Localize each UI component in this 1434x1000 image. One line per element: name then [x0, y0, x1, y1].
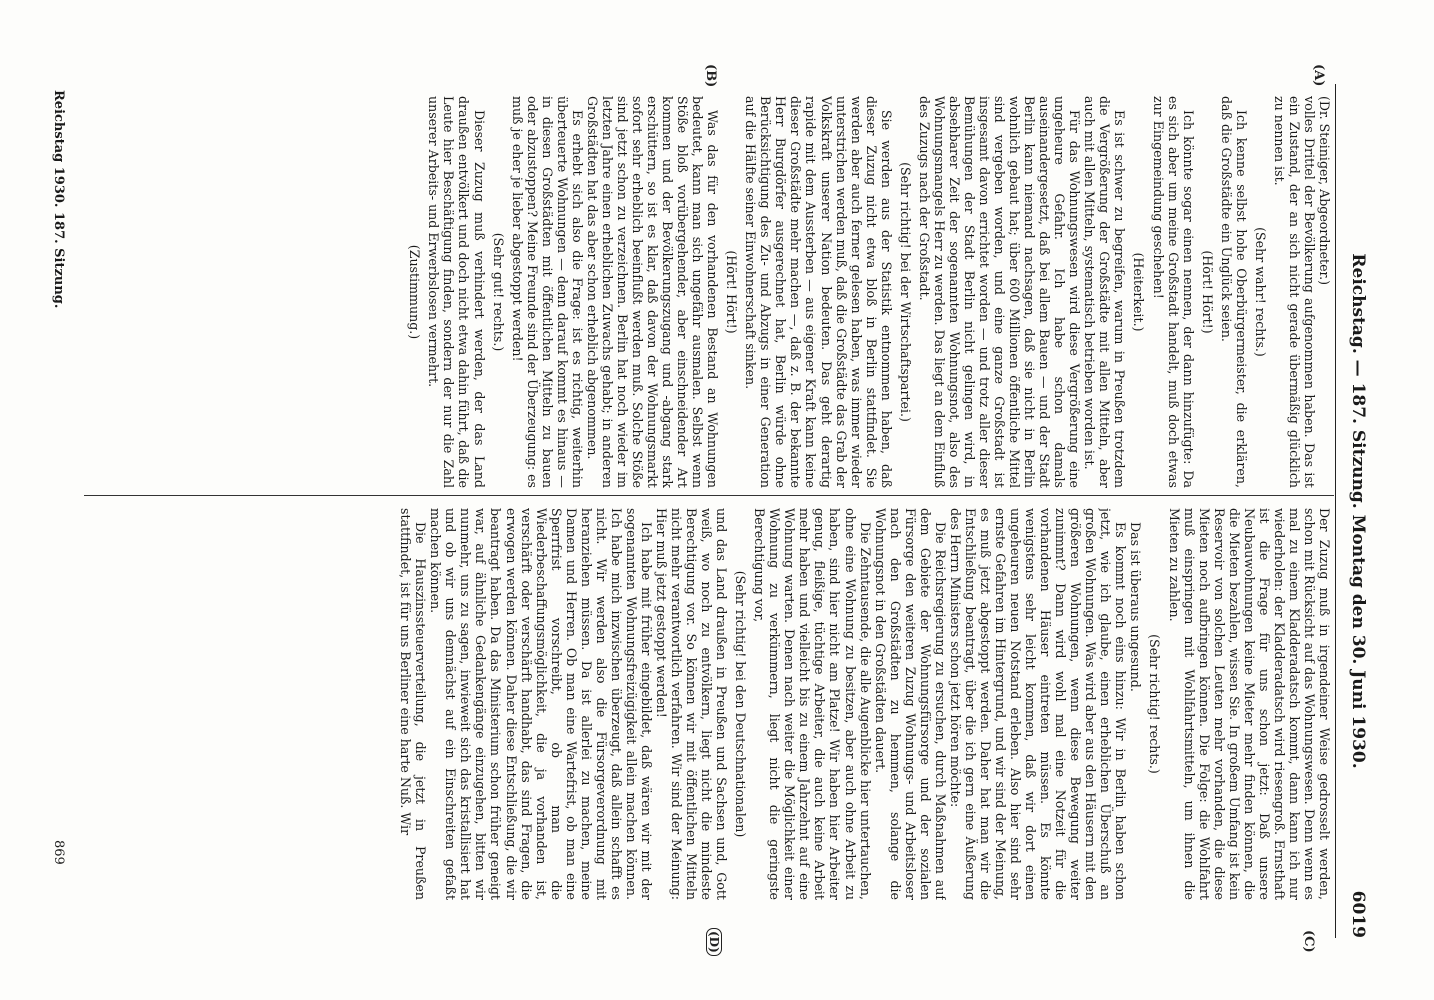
speaker-line: (Dr. Steiniger, Abgeordneter.) — [1317, 96, 1332, 286]
page-number: 6019 — [1348, 890, 1368, 938]
column-divider — [84, 495, 1334, 496]
left-column — [92, 96, 1332, 488]
paragraph: Die Hauszinssteuerverteilung, die jetzt in Preußen stattfindet, ist für uns Berliner eine harte Nuß. Wir — [398, 508, 429, 900]
interjection: (Hört! Hört!) — [1199, 250, 1215, 334]
margin-label-a: (A) — [1311, 64, 1326, 87]
interjection: (Sehr wahr! rechts.) — [1252, 227, 1268, 357]
interjection: (Sehr richtig! bei den Deutschnationalen) — [733, 570, 749, 838]
paragraph: Der Zuzug muß in irgendeiner Weise gedrosselt werden, schon mit Rücksicht auf das Wohnungswesen. Denn wenn es mal zu einem Kladderadatsch kommt, dann kann ich nur wiederholen: der Kladderadatsch wird riesengroß. Ernsthaft ist die Frage für uns schon jetzt: Daß unsere Neubauwohnungen keine Mieter mehr finden können, die die Mieten bezahlen, wissen Sie. In großem Umfang ist kein Reservoir von solchen Leuten mehr vorhanden, die diese Mieten noch aufbringen können. Die Folge: die Wohlfahrt muß einspringen mit Wohlfahrtsmitteln, um ihnen die Mieten zu zahlen. — [1166, 508, 1332, 900]
interjection: (Sehr richtig! bei der Wirtschaftspartei.) — [897, 162, 913, 422]
paragraph: Es erhebt sich also die Frage: ist es richtig, weiterhin überteuerte Wohnungen — denn darauf kommt es hinaus — in diesen Großstädten mit öffentlichen Mitteln zu bauen oder abzustoppen? Meine Freunde sind der Überzeugung: es muß je eher je lieber abgestoppt werden! — [509, 96, 585, 488]
page-footer-number: 869 — [51, 840, 66, 865]
paragraph: Dieser Zuzug muß verhindert werden, der das Land draußen entvölkert und doch nicht etwa dahin führt, daß die Leute hier Beschäftigung finden, sondern der nur die Zahl unserer Arbeits- und Erwerbslosen vermehrt. — [426, 96, 487, 488]
paragraph: Es ist schwer zu begreifen, warum in Preußen trotzdem die Vergrößerung der Großstädte mit allen Mitteln, aber auch mit allen Mitteln, systematisch betrieben worden ist. — [1082, 96, 1128, 488]
paragraph: Ich könnte sogar einen nennen, der dann hinzufügte: Da es sich aber um meine Großstadt handelt, muß doch etwas zur Eingemeindung geschehen! — [1150, 96, 1196, 488]
paragraph: Was das für den vorhandenen Bestand an Wohnungen bedeutet, kann man sich ungefähr ausmalen. Selbst wenn Stöße bloß vorübergehender, aber einschneidender Art kommen und der Bevölkerungszugang und -abgang stark erschüttern, so ist es klar, daß davon der Wohnungsmarkt sofort sehr erheblich beeinflußt werden muß. Solche Stöße sind jetzt schon zu verzeichnen. Berlin hat noch wieder im letzten Jahre einen erheblichen Zuwachs gehabt; in anderen Großstädten hat das aber schon erheblich abgenommen. — [584, 96, 721, 488]
paragraph: Für das Wohnungswesen wird diese Vergrößerung eine ungeheure Gefahr. Ich habe schon damals auseinandergesetzt, daß bei allem Bauen — und der Stadt Berlin kann niemand nachsagen, daß sie nicht in Berlin wohnlich gebaut hat; über 600 Millionen öffentliche Mittel sind vergeben worden, und eine ganze Großstadt ist insgesamt davon errichtet worden — und trotz aller dieser Bemühungen der Stadt Berlin nicht gelingen wird, in absehbarer Zeit der sogenannten Wohnungsnot, also des Wohnungsmangels Herr zu werden. Das liegt an dem Einfluß des Zuzugs nach der Großstadt. — [916, 96, 1083, 488]
paragraph: Die Zehntausende, die alle Augenblicke hier untertauchen, ohne eine Wohnung zu besitzen, aber auch ohne Arbeit zu haben, sind hier nicht am Platze! Wir haben hier Arbeiter genug, fleißige, tüchtige Arbeiter, die auch keine Arbeit mehr haben und vielleicht bis zu einem Jahrzehnt auf eine Wohnung warten. Denen nach weiter die Möglichkeit einer Wohnung zu verkümmern, liegt nicht die geringste Berechtigung vor, — [752, 508, 873, 900]
interjection: (Hört! Hört!) — [724, 250, 740, 334]
paragraph: volles Drittel der Bevölkerung aufgenommen haben. Das ist ein Zustand, der an sich nicht gerade übermäßig glücklich zu nennen ist. — [1271, 96, 1317, 488]
paragraph: Das ist überaus ungesund. — [1128, 522, 1144, 692]
interjection: (Sehr gut! rechts.) — [490, 232, 506, 352]
resolution-text: Die Reichsregierung zu ersuchen, durch Maßnahmen auf dem Gebiete der Wohnungsfürsorge und der sozialen Fürsorge den weiteren Zuzug Wohnungs- und Arbeitsloser nach den Großstädten zu hemmen, solange die Wohnungsnot in den Großstädten dauert. — [872, 508, 948, 900]
paragraph: Ich habe mit früher eingebildet, daß wären wir mit der sogenannten Wohnungsfreizügigkeit allein machen können. Ich habe mich inzwischen überzeugt, daß allein schafft es nicht. Wir werden also die Fürsorgeverordnung mit heranziehen müssen. Da ist allerlei zu machen, meine Damen und Herren. Ob man eine Wartefrist, ob man eine Sperrfrist vorschreibt, ob man die Wiederbeschaffungsmöglichkeit, die ja vorhanden ist, verschärft oder verschärft handhabt, das sind Fragen, die erwogen werden können. Daher diese Entschließung, die wir beantragt haben. Da das Ministerium schon früher geneigt war, auf ähnliche Gedankengänge einzugehen, bitten wir nunmehr, uns zu sagen, inwieweit sich das kristallisiert hat und ob wir uns demnächst auf ein Einschreiten gefaßt machen können. — [428, 508, 654, 900]
margin-label-d: (D) — [706, 928, 722, 956]
paragraph: Sie werden aus der Statistik entnommen haben, daß dieser Zuzug nicht etwa bloß in Berlin stattfindet. Sie werden aber auch ferner gelesen haben, was immer wieder unterstrichen werden muß, daß die Großstädte das Grab der Volkskraft unserer Nation bedeuten. Das geht derartig rapide mit dem Aussterben — aus eigener Kraft kann keine dieser Großstädte mehr machen —, daß z. B. der bekannte Herr Burgdörfer ausgerechnet hat, Berlin würde ohne Berücksichtigung des Zu- und Abzugs in einer Generation auf die Hälfte seiner Einwohnerschaft sinken. — [743, 96, 894, 488]
page-header — [1335, 84, 1372, 938]
page-title: Reichstag. — 187. Sitzung. Montag den 30. Juni 1930. — [1348, 253, 1368, 769]
interjection: (Zustimmung.) — [407, 244, 423, 340]
interjection: (Sehr richtig! rechts.) — [1147, 634, 1163, 774]
paragraph: Ich kenne selbst hohe Oberbürgermeister, die erklären, daß die Großstädte ein Unglück seien. — [1218, 96, 1249, 488]
margin-label-b: (B) — [703, 64, 718, 88]
right-column — [92, 508, 1332, 900]
interjection: (Heiterkeit.) — [1131, 252, 1147, 332]
margin-label-c: (C) — [1301, 930, 1316, 953]
page-footer: Reichstag 1930. 187. Sitzung. — [51, 90, 66, 309]
paragraph: und das Land draußen in Preußen und Sachsen und, Gott weiß, wo noch zu entvölkern, liegt nicht die mindeste Berechtigung vor. So können wir mit öffentlichen Mitteln nicht mehr verantwortlich verfahren. Wir sind der Meinung: Hier muß jetzt gestoppt werden! — [653, 508, 730, 900]
paragraph: Es kommt noch eins hinzu: Wir in Berlin haben schon jetzt, wie ich glaube, einen erheblichen Überschuß an großen Wohnungen. Was wird aber aus den Häusern mit den größeren Wohnungen, wenn diese Bewegung weiter zunimmt? Dann wird wohl mal eine Notzeit für die vorhandenen Häuser eintreten müssen. Es könnte wenigstens sehr leicht kommen, daß wir dort einen ungeheuren neuen Notstand erleben. Also hier sind sehr ernste Gefahren im Hintergrund, und wir sind der Meinung, es muß jetzt abgestoppt werden. Daher hat man wir die Entschließung beantragt, über die ich gern eine Äußerung des Herrn Ministers schon jetzt hören möchte: — [947, 508, 1129, 900]
